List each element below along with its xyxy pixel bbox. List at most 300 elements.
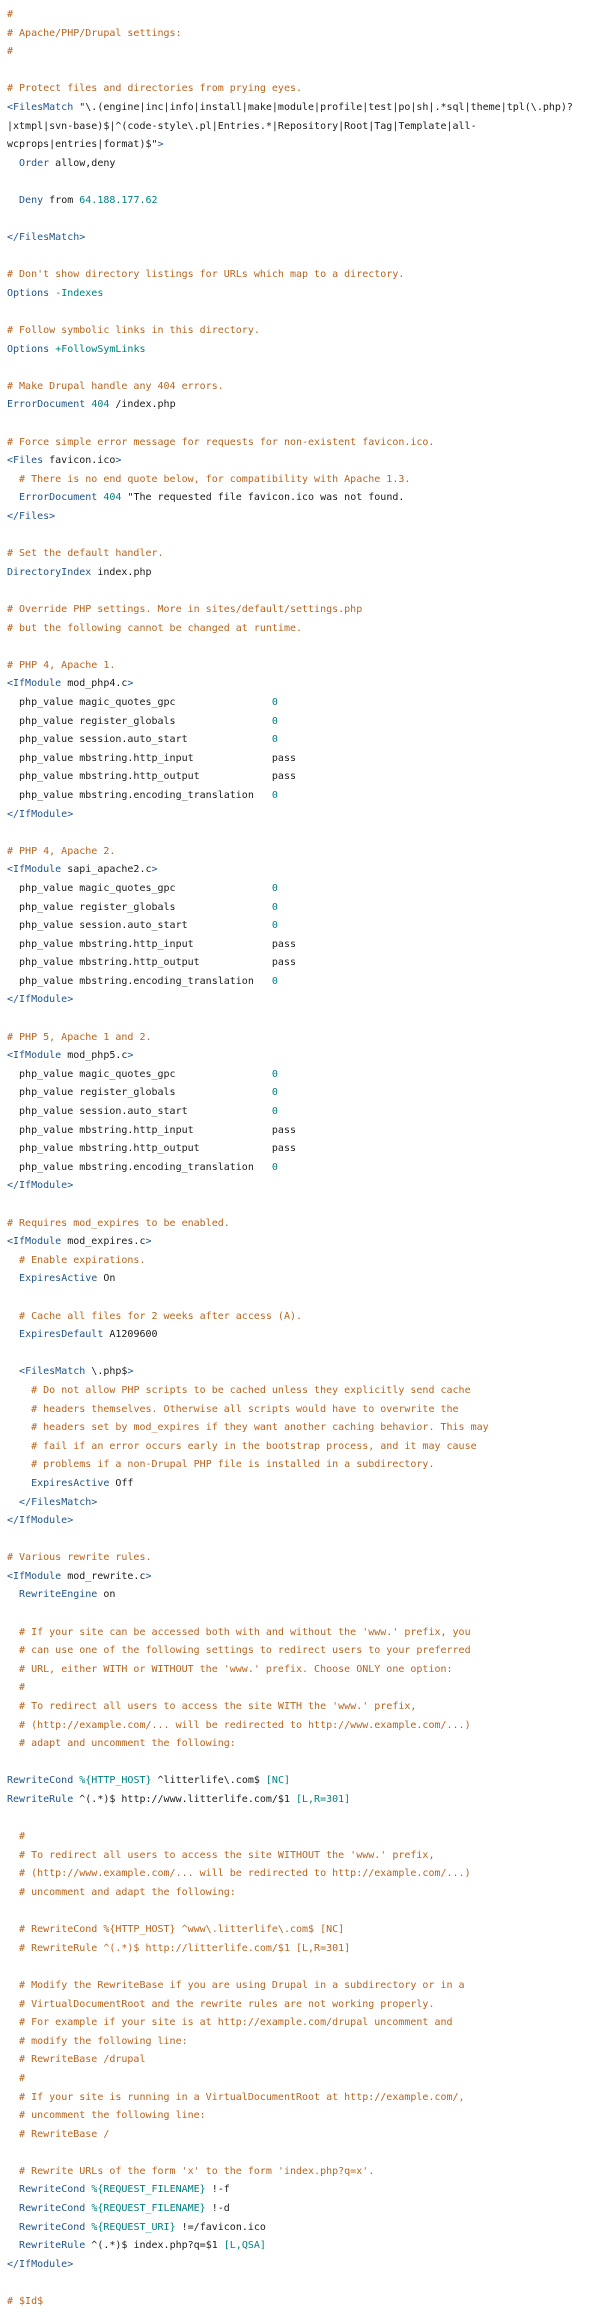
directive-token: > xyxy=(145,1236,152,1248)
code-line xyxy=(7,620,600,639)
code-line xyxy=(7,1754,600,1773)
directive-token: Options xyxy=(7,287,50,299)
directive-token: > xyxy=(127,1366,134,1378)
code-line xyxy=(7,266,600,285)
comment-token: # PHP 4, Apache 1. xyxy=(7,659,116,671)
text-token: On xyxy=(97,1273,116,1285)
text-token xyxy=(7,1422,31,1433)
text-token: favicon.ico xyxy=(43,455,116,467)
code-line xyxy=(7,1772,600,1791)
value-token: 0 xyxy=(271,901,278,913)
code-line xyxy=(7,25,600,44)
text-token xyxy=(7,195,19,206)
directive-token: </Files> xyxy=(7,511,56,523)
code-line xyxy=(7,843,600,862)
code-line xyxy=(7,1140,600,1159)
text-token: php_value mbstring.http_input pass xyxy=(7,752,296,764)
text-token xyxy=(7,1850,19,1861)
directive-token: <IfModule xyxy=(7,1570,62,1582)
code-line xyxy=(7,2126,600,2145)
comment-token: # fail if an error occurs early in the bootstrap process, and it may cause xyxy=(31,1440,477,1452)
text-token: sapi_apache2.c xyxy=(61,864,152,876)
text-token: on xyxy=(97,1589,116,1601)
text-token: ^(.*)$ index.php?q=$1 xyxy=(85,2240,224,2252)
code-line xyxy=(7,452,600,471)
code-line xyxy=(7,471,600,490)
code-line xyxy=(7,378,600,397)
directive-token: <IfModule xyxy=(7,1236,62,1248)
code-line xyxy=(7,824,600,843)
text-token: index.php xyxy=(91,566,152,578)
directive-token: > xyxy=(127,678,134,690)
code-line xyxy=(7,545,600,564)
code-line xyxy=(7,396,600,415)
comment-token: # xyxy=(19,1682,26,1694)
text-token xyxy=(7,1887,19,1898)
comment-token: # headers set by mod_expires if they want another caching behavior. This may xyxy=(31,1422,489,1434)
code-line xyxy=(7,1717,600,1736)
text-token: !-d xyxy=(205,2203,230,2215)
code-line xyxy=(7,1475,600,1494)
text-token xyxy=(7,492,19,503)
text-token xyxy=(7,2203,19,2214)
code-line xyxy=(7,713,600,732)
text-token xyxy=(7,1645,19,1656)
comment-token: # Various rewrite rules. xyxy=(7,1552,152,1564)
code-line xyxy=(7,1159,600,1178)
text-token xyxy=(7,2222,19,2233)
directive-token: <FilesMatch xyxy=(7,101,74,113)
comment-token: # For example if your site is at http://example.com/drupal uncomment and xyxy=(19,2017,453,2029)
directive-token: RewriteCond xyxy=(19,2203,86,2215)
comment-token: # PHP 4, Apache 2. xyxy=(7,845,116,857)
comment-token: # xyxy=(7,46,14,58)
text-token xyxy=(7,2184,19,2195)
comment-token: # PHP 5, Apache 1 and 2. xyxy=(7,1031,152,1043)
code-line xyxy=(7,880,600,899)
directive-token: ErrorDocument xyxy=(19,492,98,504)
text-token: php_value magic_quotes_gpc xyxy=(7,1068,272,1080)
text-token: php_value session.auto_start xyxy=(7,1106,272,1118)
text-token xyxy=(7,1329,19,1340)
comment-token: # $Id$ xyxy=(7,2296,44,2308)
text-token xyxy=(7,2054,19,2065)
code-line xyxy=(7,1233,600,1252)
text-token xyxy=(7,1589,19,1600)
code-line xyxy=(7,1252,600,1271)
code-line xyxy=(7,285,600,304)
code-line xyxy=(7,1605,600,1624)
code-line xyxy=(7,489,600,508)
text-token: !-f xyxy=(205,2184,230,2196)
code-line xyxy=(7,2200,600,2219)
code-line xyxy=(7,1494,600,1513)
directive-token: ExpiresActive xyxy=(19,1273,98,1285)
value-token: 64.188.177.62 xyxy=(79,194,158,206)
directive-token: RewriteCond xyxy=(19,2221,86,2233)
comment-token: # There is no end quote below, for compatibility with Apache 1.3. xyxy=(19,473,411,485)
code-line xyxy=(7,173,600,192)
text-token: wcprops|entries|format)$" xyxy=(7,139,158,151)
text-token: php_value mbstring.http_input pass xyxy=(7,938,296,950)
code-line xyxy=(7,6,600,25)
text-token xyxy=(7,1924,19,1935)
directive-token: > xyxy=(157,139,164,151)
code-line xyxy=(7,43,600,62)
text-token xyxy=(7,1478,31,1489)
text-token: php_value register_globals xyxy=(7,901,272,913)
text-token: php_value mbstring.http_output pass xyxy=(7,1143,296,1155)
code-line xyxy=(7,750,600,769)
value-token: 404 xyxy=(103,492,122,504)
text-token: php_value mbstring.http_output pass xyxy=(7,771,296,783)
text-token: A1209600 xyxy=(103,1329,158,1341)
code-line xyxy=(7,2293,600,2312)
code-line xyxy=(7,2256,600,2275)
directive-token: RewriteCond xyxy=(7,1775,74,1787)
text-token xyxy=(7,1441,31,1452)
code-line xyxy=(7,359,600,378)
text-token: php_value session.auto_start xyxy=(7,920,272,932)
text-token: php_value magic_quotes_gpc xyxy=(7,696,272,708)
code-line xyxy=(7,2107,600,2126)
text-token xyxy=(7,2073,19,2084)
code-line xyxy=(7,1865,600,1884)
code-line xyxy=(7,80,600,99)
code-line xyxy=(7,1177,600,1196)
text-token: mod_php5.c xyxy=(61,1050,128,1062)
code-line xyxy=(7,1568,600,1587)
value-token: 0 xyxy=(271,920,278,932)
code-line xyxy=(7,1196,600,1215)
comment-token: # RewriteCond %{HTTP_HOST} ^www\.litterlife\.com$ [NC] xyxy=(19,1924,345,1936)
comment-token: # xyxy=(19,1831,26,1843)
text-token: allow,deny xyxy=(49,157,116,169)
code-line xyxy=(7,1549,600,1568)
code-line xyxy=(7,768,600,787)
value-token: 0 xyxy=(271,1106,278,1118)
text-token xyxy=(7,2092,19,2103)
directive-token: ExpiresDefault xyxy=(19,1329,104,1341)
directive-token: </IfModule> xyxy=(7,1515,74,1527)
comment-token: # Modify the RewriteBase if you are using Drupal in a subdirectory or in a xyxy=(19,1979,465,1991)
code-line xyxy=(7,229,600,248)
code-line xyxy=(7,1642,600,1661)
code-line xyxy=(7,1382,600,1401)
comment-token: # uncomment and adapt the following: xyxy=(19,1886,236,1898)
code-line xyxy=(7,973,600,992)
directive-token: ExpiresActive xyxy=(31,1477,110,1489)
comment-token: # To redirect all users to access the site WITH the 'www.' prefix, xyxy=(19,1701,417,1713)
text-token xyxy=(7,1255,19,1266)
code-line xyxy=(7,1921,600,1940)
comment-token: # Override PHP settings. More in sites/default/settings.php xyxy=(7,604,363,615)
code-line xyxy=(7,2237,600,2256)
code-line xyxy=(7,2014,600,2033)
value-token: %{REQUEST_FILENAME} xyxy=(91,2184,206,2196)
code-line xyxy=(7,1624,600,1643)
code-line xyxy=(7,1047,600,1066)
comment-token: # If your site is running in a VirtualDocumentRoot at http://example.com/, xyxy=(19,2091,465,2103)
comment-token: # To redirect all users to access the site WITHOUT the 'www.' prefix, xyxy=(19,1849,435,1861)
code-line xyxy=(7,211,600,230)
text-token: php_value magic_quotes_gpc xyxy=(7,882,272,894)
directive-token: Deny xyxy=(19,194,44,206)
code-line xyxy=(7,657,600,676)
value-token: 0 xyxy=(271,882,278,894)
code-line xyxy=(7,1215,600,1234)
code-line xyxy=(7,582,600,601)
code-line xyxy=(7,2181,600,2200)
code-line xyxy=(7,2051,600,2070)
code-line xyxy=(7,2274,600,2293)
code-line xyxy=(7,155,600,174)
code-line xyxy=(7,1791,600,1810)
comment-token: # Set the default handler. xyxy=(7,548,164,560)
text-token: ^litterlife\.com$ xyxy=(151,1775,266,1787)
directive-token: <IfModule xyxy=(7,864,62,876)
directive-token: <Files xyxy=(7,455,44,467)
comment-token: # Cache all files for 2 weeks after access (A). xyxy=(19,1310,303,1322)
directive-token: RewriteCond xyxy=(19,2184,86,2196)
code-line xyxy=(7,954,600,973)
text-token: |xtmpl|svn-base)$|^(code-style\.pl|Entries.*|Repository|Root|Tag|Template|all- xyxy=(7,120,477,132)
comment-token: # Enable expirations. xyxy=(19,1254,146,1266)
directive-token: > xyxy=(151,864,158,876)
code-line xyxy=(7,1010,600,1029)
comment-token: # RewriteBase / xyxy=(19,2128,110,2140)
comment-token: # problems if a non-Drupal PHP file is installed in a subdirectory. xyxy=(31,1459,435,1471)
code-line xyxy=(7,1661,600,1680)
directive-token: DirectoryIndex xyxy=(7,566,92,578)
code-line xyxy=(7,2163,600,2182)
code-line xyxy=(7,1679,600,1698)
code-line xyxy=(7,1122,600,1141)
comment-token: # can use one of the following settings to redirect users to your preferred xyxy=(19,1645,471,1657)
code-line xyxy=(7,1401,600,1420)
code-line xyxy=(7,192,600,211)
comment-token: # RewriteRule ^(.*)$ http://litterlife.com/$1 [L,R=301] xyxy=(19,1942,351,1954)
code-line xyxy=(7,1270,600,1289)
value-token: 0 xyxy=(271,1161,278,1173)
code-line xyxy=(7,62,600,81)
text-token xyxy=(7,1664,19,1675)
code-line xyxy=(7,1996,600,2015)
comment-token: # (http://www.example.com/... will be redirected to http://example.com/...) xyxy=(19,1868,471,1880)
value-token: [NC] xyxy=(265,1775,290,1787)
code-line xyxy=(7,899,600,918)
code-line xyxy=(7,2219,600,2238)
directive-token: </IfModule> xyxy=(7,808,74,820)
text-token xyxy=(7,1943,19,1954)
directive-token: ErrorDocument xyxy=(7,399,86,411)
text-token xyxy=(7,474,19,485)
directive-token: RewriteRule xyxy=(7,1794,74,1805)
comment-token: # Don't show directory listings for URLs which map to a directory. xyxy=(7,269,405,281)
directive-token: </FilesMatch> xyxy=(7,232,86,244)
code-line xyxy=(7,415,600,434)
value-token: +FollowSymLinks xyxy=(55,343,146,355)
text-token: !=/favicon.ico xyxy=(175,2221,266,2233)
value-token: 0 xyxy=(271,789,278,801)
code-line xyxy=(7,917,600,936)
code-line xyxy=(7,787,600,806)
text-token xyxy=(7,1404,31,1415)
comment-token: # RewriteBase /drupal xyxy=(19,2054,146,2066)
comment-token: # xyxy=(19,2072,26,2084)
text-token: php_value mbstring.http_input pass xyxy=(7,1124,296,1136)
text-token xyxy=(7,158,19,169)
code-line xyxy=(7,731,600,750)
text-token xyxy=(7,2017,19,2028)
text-token xyxy=(7,1868,19,1879)
code-line xyxy=(7,2144,600,2163)
comment-token: # Rewrite URLs of the form 'x' to the form 'index.php?q=x'. xyxy=(19,2165,375,2177)
directive-token: </IfModule> xyxy=(7,2258,74,2270)
value-token: [L,QSA] xyxy=(223,2240,266,2252)
code-line xyxy=(7,508,600,527)
text-token xyxy=(7,2110,19,2121)
code-line xyxy=(7,1828,600,1847)
comment-token: # Follow symbolic links in this directory. xyxy=(7,325,260,337)
text-token: /index.php xyxy=(109,399,176,411)
code-line xyxy=(7,1847,600,1866)
comment-token: # adapt and uncomment the following: xyxy=(19,1738,236,1750)
code-line xyxy=(7,1586,600,1605)
text-token: mod_rewrite.c xyxy=(61,1570,146,1582)
comment-token: # modify the following line: xyxy=(19,2035,188,2047)
code-line xyxy=(7,1735,600,1754)
directive-token: RewriteEngine xyxy=(19,1589,98,1601)
text-token: php_value register_globals xyxy=(7,715,272,727)
code-line xyxy=(7,1289,600,1308)
code-line xyxy=(7,1456,600,1475)
code-line xyxy=(7,1940,600,1959)
code-line xyxy=(7,601,600,620)
code-line xyxy=(7,1884,600,1903)
code-line xyxy=(7,527,600,546)
value-token: 0 xyxy=(271,1087,278,1099)
text-token xyxy=(7,1831,19,1842)
text-token: \.php$ xyxy=(85,1366,128,1378)
text-token xyxy=(7,1627,19,1638)
code-line xyxy=(7,1308,600,1327)
directive-token: > xyxy=(145,1570,152,1582)
code-line xyxy=(7,1363,600,1382)
text-token xyxy=(7,1311,19,1322)
comment-token: # Make Drupal handle any 404 errors. xyxy=(7,380,224,392)
code-line xyxy=(7,675,600,694)
directive-token: > xyxy=(115,455,122,467)
code-line xyxy=(7,1903,600,1922)
directive-token: <IfModule xyxy=(7,1050,62,1062)
comment-token: # URL, either WITH or WITHOUT the 'www.' prefix. Choose ONLY one option: xyxy=(19,1663,453,1675)
comment-token: # Requires mod_expires to be enabled. xyxy=(7,1217,230,1229)
code-line xyxy=(7,1084,600,1103)
directive-token: </IfModule> xyxy=(7,994,74,1006)
text-token xyxy=(7,2240,19,2251)
code-line xyxy=(7,806,600,825)
code-line xyxy=(7,638,600,657)
code-line xyxy=(7,1029,600,1048)
value-token: 0 xyxy=(271,734,278,746)
directive-token: Order xyxy=(19,157,50,169)
comment-token: # VirtualDocumentRoot and the rewrite rules are not working properly. xyxy=(19,1998,435,2010)
text-token: php_value session.auto_start xyxy=(7,734,272,746)
text-token: ^(.*)$ http://www.litterlife.com/$1 xyxy=(73,1794,296,1805)
comment-token: # but the following cannot be changed at runtime. xyxy=(7,622,303,634)
comment-token: # xyxy=(7,9,14,20)
text-token xyxy=(7,2036,19,2047)
code-line xyxy=(7,564,600,583)
comment-token: # If your site can be accessed both with and without the 'www.' prefix, you xyxy=(19,1626,471,1638)
code-line xyxy=(7,991,600,1010)
code-line xyxy=(7,1438,600,1457)
text-token xyxy=(7,2129,19,2140)
comment-token: # Protect files and directories from prying eyes. xyxy=(7,83,303,95)
text-token xyxy=(7,1999,19,2010)
code-line xyxy=(7,248,600,267)
text-token: php_value mbstring.encoding_translation xyxy=(7,789,272,801)
text-token xyxy=(7,1273,19,1284)
code-line xyxy=(7,1345,600,1364)
value-token: 0 xyxy=(271,975,278,987)
code-line xyxy=(7,694,600,713)
code-line xyxy=(7,434,600,453)
text-token xyxy=(7,1720,19,1731)
text-token xyxy=(7,1366,19,1377)
text-token xyxy=(7,1385,31,1396)
code-line xyxy=(7,1958,600,1977)
value-token: [L,R=301] xyxy=(296,1794,351,1805)
text-token: from xyxy=(43,194,80,206)
directive-token: Options xyxy=(7,343,50,355)
comment-token: # Apache/PHP/Drupal settings: xyxy=(7,27,182,39)
code-line xyxy=(7,1419,600,1438)
code-line xyxy=(7,341,600,360)
text-token: php_value mbstring.http_output pass xyxy=(7,957,296,969)
comment-token: # Force simple error message for requests for non-existent favicon.ico. xyxy=(7,436,435,448)
text-token xyxy=(7,1701,19,1712)
text-token xyxy=(7,2166,19,2177)
code-line xyxy=(7,99,600,118)
value-token: %{REQUEST_URI} xyxy=(91,2221,176,2233)
code-line xyxy=(7,1698,600,1717)
code-line xyxy=(7,304,600,323)
code-line xyxy=(7,1326,600,1345)
code-line xyxy=(7,1531,600,1550)
text-token xyxy=(7,1738,19,1749)
comment-token: # Do not allow PHP scripts to be cached unless they explicitly send cache xyxy=(31,1384,471,1396)
code-line xyxy=(7,2033,600,2052)
comment-token: # headers themselves. Otherwise all scripts would have to overwrite the xyxy=(31,1403,459,1415)
value-token: %{HTTP_HOST} xyxy=(79,1775,152,1787)
comment-token: # (http://example.com/... will be redirected to http://www.example.com/...) xyxy=(19,1719,471,1731)
text-token: Off xyxy=(109,1477,134,1489)
code-line xyxy=(7,861,600,880)
directive-token: RewriteRule xyxy=(19,2240,86,2252)
text-token: "The requested file favicon.ico was not found. xyxy=(121,492,405,504)
text-token xyxy=(7,1980,19,1991)
code-line xyxy=(7,1066,600,1085)
directive-token: <IfModule xyxy=(7,678,62,690)
comment-token: # uncomment the following line: xyxy=(19,2110,206,2122)
code-line xyxy=(7,936,600,955)
code-line xyxy=(7,322,600,341)
text-token: php_value register_globals xyxy=(7,1087,272,1099)
value-token: 0 xyxy=(271,1068,278,1080)
text-token: php_value mbstring.encoding_translation xyxy=(7,1161,272,1173)
